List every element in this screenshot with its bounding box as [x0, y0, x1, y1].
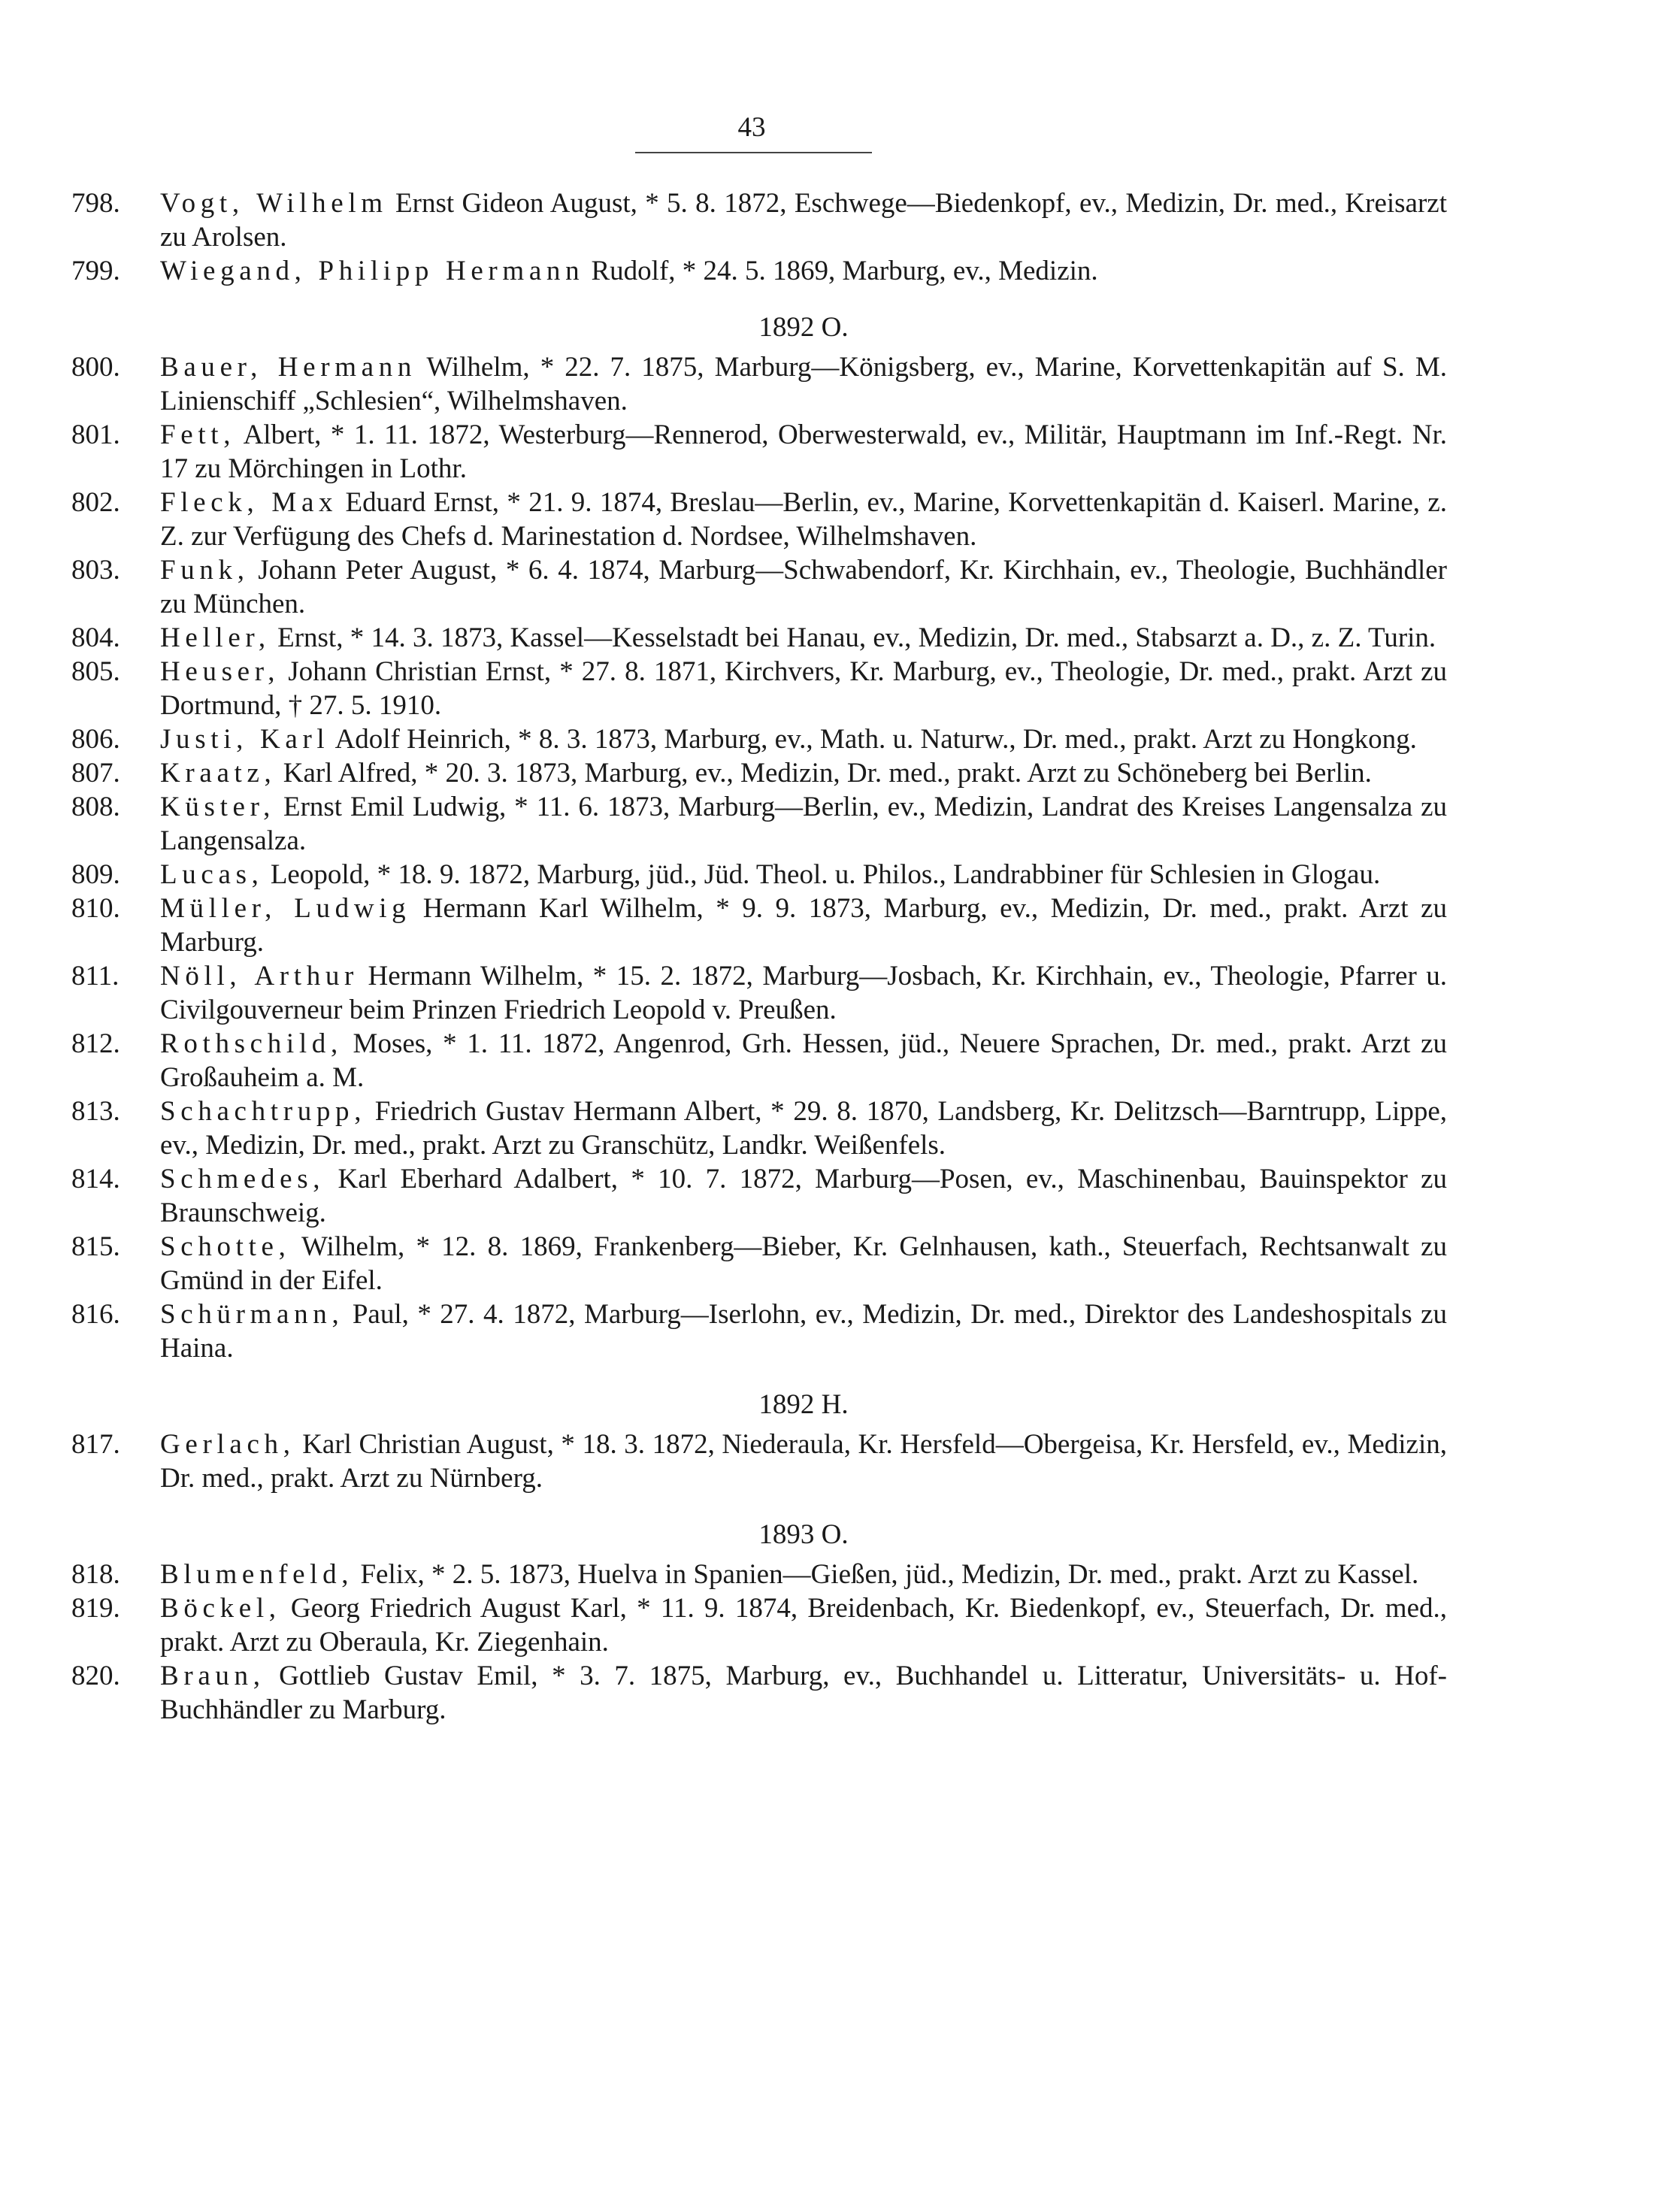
entry-number: 803. — [71, 555, 120, 586]
entry-number: 810. — [71, 893, 120, 924]
entry-798 — [71, 186, 1447, 254]
entry-number: 815. — [71, 1231, 120, 1262]
entry-number: 804. — [71, 622, 120, 653]
entry-808 — [71, 790, 1447, 858]
entry-name: Fett, — [160, 419, 236, 450]
entry-text: Leopold, * 18. 9. 1872, Marburg, jüd., Jüd. Theol. u. Philos., Landrabbiner für Schlesien in Glogau. — [263, 859, 1381, 890]
entry-text: Wilhelm, * 12. 8. 1869, Frankenberg—Bieber, Kr. Gelnhausen, kath., Steuerfach, Rechtsanwalt zu Gmünd in der Eifel. — [160, 1231, 1447, 1296]
entry-text: Hermann Wilhelm, * 15. 2. 1872, Marburg—Josbach, Kr. Kirchhain, ev., Theologie, Pfarrer u. Civilgouverneur beim Prinzen Friedrich Leopold v. Preußen. — [160, 961, 1447, 1025]
entry-number: 813. — [71, 1096, 120, 1127]
entry-814 — [71, 1162, 1447, 1230]
entry-name: Schotte, — [160, 1231, 291, 1262]
entry-804 — [71, 621, 1447, 655]
entry-text: Moses, * 1. 11. 1872, Angenrod, Grh. Hessen, jüd., Neuere Sprachen, Dr. med., prakt. Arzt zu Großauheim a. M. — [160, 1028, 1447, 1093]
entry-text: Ernst Emil Ludwig, * 11. 6. 1873, Marburg—Berlin, ev., Medizin, Landrat des Kreises Langensalza zu Langensalza. — [160, 792, 1447, 856]
entry-number: 807. — [71, 758, 120, 789]
entry-text: Karl Eberhard Adalbert, * 10. 7. 1872, Marburg—Posen, ev., Maschinenbau, Bauinspektor zu Braunschweig. — [160, 1164, 1447, 1228]
entry-name: Heuser, — [160, 656, 280, 687]
entry-number: 819. — [71, 1593, 120, 1624]
register-list — [71, 186, 1447, 1727]
entry-number: 800. — [71, 352, 120, 383]
entry-text: Eduard Ernst, * 21. 9. 1874, Breslau—Berlin, ev., Marine, Korvettenkapitän d. Kaiserl. Marine, z. Z. zur Verfügung des Chefs d. Marinestation d. Nordsee, Wilhelmshaven. — [160, 487, 1448, 552]
entry-name: Wiegand, Philipp Hermann — [160, 256, 585, 286]
entry-816 — [71, 1297, 1447, 1365]
entry-text: Karl Christian August, * 18. 3. 1872, Niederaula, Kr. Hersfeld—Obergeisa, Kr. Hersfeld, ev., Medizin, Dr. med., prakt. Arzt zu Nürnberg. — [160, 1429, 1447, 1494]
entry-name: Fleck, Max — [160, 487, 338, 518]
entry-text: Gottlieb Gustav Emil, * 3. 7. 1875, Marburg, ev., Buchhandel u. Litteratur, Universitäts- u. Hof-Buchhändler zu Marburg. — [160, 1661, 1447, 1725]
entry-text: Johann Christian Ernst, * 27. 8. 1871, Kirchvers, Kr. Marburg, ev., Theologie, Dr. med., prakt. Arzt zu Dortmund, † 27. 5. 1910. — [160, 656, 1447, 721]
entry-number: 814. — [71, 1164, 120, 1194]
entry-807 — [71, 756, 1447, 790]
entry-text: Rudolf, * 24. 5. 1869, Marburg, ev., Medizin. — [584, 256, 1098, 286]
entry-name: Vogt, Wilhelm — [160, 188, 388, 219]
entry-number: 812. — [71, 1028, 120, 1059]
page-number: 43 — [737, 112, 766, 143]
entry-806 — [71, 722, 1447, 756]
entry-817 — [71, 1428, 1447, 1495]
entry-name: Schürmann, — [160, 1299, 344, 1330]
entry-name: Kraatz, — [160, 758, 277, 789]
entry-number: 801. — [71, 419, 120, 450]
entry-815 — [71, 1230, 1447, 1297]
entry-name: Müller, Ludwig — [160, 893, 411, 924]
entry-number: 817. — [71, 1429, 120, 1460]
entry-818 — [71, 1558, 1447, 1591]
entry-text: Friedrich Gustav Hermann Albert, * 29. 8. 1870, Landsberg, Kr. Delitzsch—Barntrupp, Lippe, ev., Medizin, Dr. med., prakt. Arzt zu Granschütz, Landkr. Weißenfels. — [160, 1096, 1447, 1161]
entry-text: Paul, * 27. 4. 1872, Marburg—Iserlohn, ev., Medizin, Dr. med., Direktor des Landeshospitals zu Haina. — [160, 1299, 1447, 1364]
entry-name: Schachtrupp, — [160, 1096, 367, 1127]
entry-805 — [71, 655, 1447, 722]
entry-text: Wilhelm, * 22. 7. 1875, Marburg—Königsberg, ev., Marine, Korvettenkapitän auf S. M. Linienschiff „Schlesien“, Wilhelmshaven. — [160, 352, 1447, 416]
entry-811 — [71, 959, 1447, 1027]
entry-name: Rothschild, — [160, 1028, 343, 1059]
entry-number: 808. — [71, 792, 120, 822]
entry-number: 816. — [71, 1299, 120, 1330]
entry-name: Funk, — [160, 555, 250, 586]
entry-803 — [71, 553, 1447, 621]
section-heading-1892-o: 1892 O. — [758, 312, 849, 343]
section-heading-1892-h: 1892 H. — [758, 1389, 849, 1420]
entry-800 — [71, 350, 1447, 418]
entry-number: 809. — [71, 859, 120, 890]
entry-text: Ernst, * 14. 3. 1873, Kassel—Kesselstadt bei Hanau, ev., Medizin, Dr. med., Stabsarzt a. D., z. Z. Turin. — [270, 622, 1436, 653]
entry-number: 799. — [71, 256, 120, 286]
entry-number: 818. — [71, 1559, 120, 1590]
entry-802 — [71, 486, 1447, 553]
entry-number: 820. — [71, 1661, 120, 1691]
entry-name: Justi, Karl — [160, 724, 330, 755]
entry-number: 805. — [71, 656, 120, 687]
entry-text: Albert, * 1. 11. 1872, Westerburg—Rennerod, Oberwesterwald, ev., Militär, Hauptmann im Inf.-Regt. Nr. 17 zu Mörchingen in Lothr. — [160, 419, 1447, 484]
entry-text: Hermann Karl Wilhelm, * 9. 9. 1873, Marburg, ev., Medizin, Dr. med., prakt. Arzt zu Marburg. — [160, 893, 1447, 958]
entry-801 — [71, 418, 1447, 486]
entry-name: Gerlach, — [160, 1429, 295, 1460]
entry-text: Felix, * 2. 5. 1873, Huelva in Spanien—Gießen, jüd., Medizin, Dr. med., prakt. Arzt zu Kassel. — [353, 1559, 1419, 1590]
entry-820 — [71, 1659, 1447, 1727]
entry-number: 798. — [71, 188, 120, 219]
entry-810 — [71, 892, 1447, 959]
section-heading-1893-o: 1893 O. — [758, 1519, 849, 1550]
entry-name: Böckel, — [160, 1593, 281, 1624]
entry-text: Adolf Heinrich, * 8. 3. 1873, Marburg, ev., Math. u. Naturw., Dr. med., prakt. Arzt zu Hongkong. — [329, 724, 1417, 755]
entry-name: Küster, — [160, 792, 276, 822]
entry-809 — [71, 858, 1447, 892]
entry-799 — [71, 254, 1447, 288]
entry-text: Georg Friedrich August Karl, * 11. 9. 1874, Breidenbach, Kr. Biedenkopf, ev., Steuerfach, Dr. med., prakt. Arzt zu Oberaula, Kr. Ziegenhain. — [160, 1593, 1447, 1658]
entry-number: 811. — [71, 961, 120, 992]
header-rule — [635, 152, 872, 153]
entry-name: Lucas, — [160, 859, 264, 890]
entry-name: Schmedes, — [160, 1164, 325, 1194]
entry-name: Heller, — [160, 622, 271, 653]
entry-text: Johann Peter August, * 6. 4. 1874, Marburg—Schwabendorf, Kr. Kirchhain, ev., Theologie, Buchhändler zu München. — [160, 555, 1447, 619]
entry-name: Bauer, Hermann — [160, 352, 417, 383]
entry-813 — [71, 1094, 1447, 1162]
entry-819 — [71, 1591, 1447, 1659]
entry-text: Ernst Gideon August, * 5. 8. 1872, Eschwege—Biedenkopf, ev., Medizin, Dr. med., Kreisarzt zu Arolsen. — [160, 188, 1447, 253]
entry-number: 806. — [71, 724, 120, 755]
entry-text: Karl Alfred, * 20. 3. 1873, Marburg, ev., Medizin, Dr. med., prakt. Arzt zu Schöneberg bei Berlin. — [276, 758, 1372, 789]
entry-name: Braun, — [160, 1661, 265, 1691]
entry-name: Blumenfeld, — [160, 1559, 354, 1590]
entry-812 — [71, 1027, 1447, 1094]
entry-name: Nöll, Arthur — [160, 961, 359, 992]
entry-number: 802. — [71, 487, 120, 518]
